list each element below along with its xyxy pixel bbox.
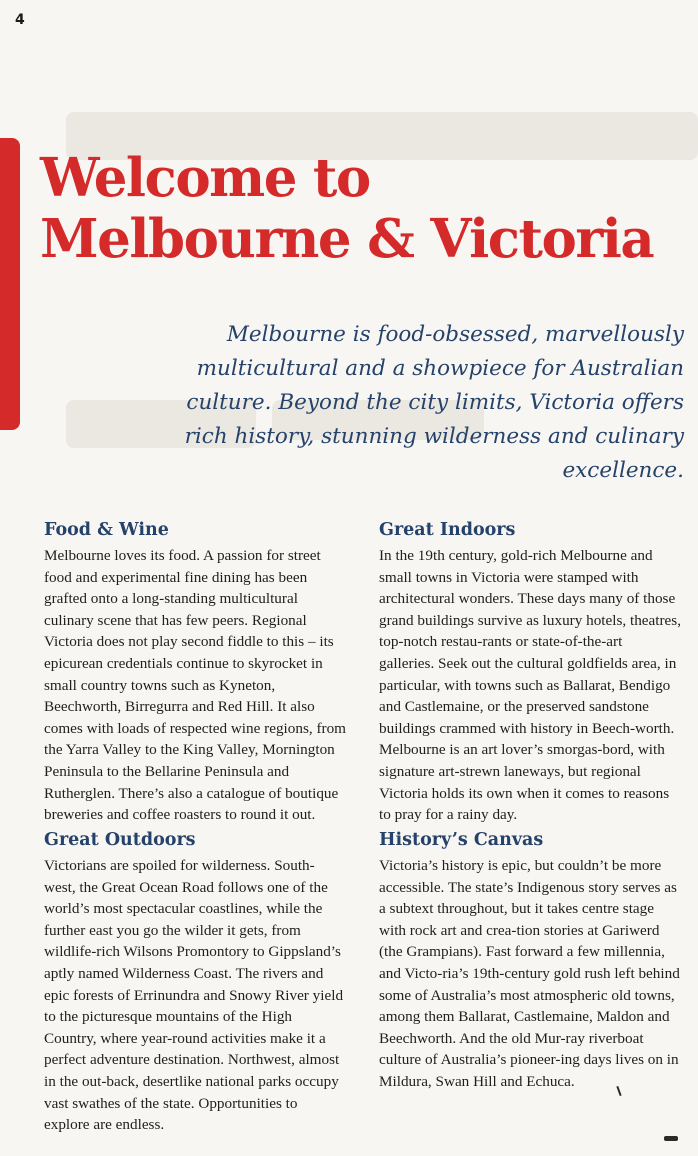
section-heading: History’s Canvas: [379, 830, 544, 850]
section-body: Victoria’s history is epic, but couldn’t be more accessible. The state’s Indigenous story serves as a subtext throughout, but it takes centre stage with rock art and crea-tion stories at Gariwerd (the Grampians). Fast forward a few millennia, and Victo-ria’s 19th-century gold rush left behind some of Australia’s most atmospheric old towns, among them Ballarat, Castlemaine, Maldon and Beechworth. And the old Mur-ray riverboat culture of Australia’s pioneer-ing days lives on in Mildura, Swan Hill and Echuca.: [379, 857, 680, 1090]
section-body: In the 19th century, gold-rich Melbourne and small towns in Victoria were stamped with architectural wonders. These days many of those grand buildings survive as luxury hotels, theatres, top-notch restau-rants or state-of-the-art galleries. Seek out the cultural goldfields area, in particular, with towns such as Ballarat, Bendigo and Castlemaine, or the preserved sandstone buildings crammed with history in Beech-worth. Melbourne is an art lover’s smorgas-bord, with signature art-strewn laneways, but regional Victoria holds its own when it comes to reasons to pray for a rainy day.: [379, 547, 682, 824]
section-great-indoors: [379, 520, 681, 826]
section-body: Melbourne loves its food. A passion for street food and experimental fine dining has been grafted onto a long-standing multicultural culinary scene that has few peers. Regional Victoria does not play second fiddle to this – its epicurean credentials continue to skyrocket in small country towns such as Kyneton, Beechworth, Birregurra and Red Hill. It also comes with loads of respected wine regions, from the Yarra Valley to the King Valley, Mornington Peninsula to the Bellarine Peninsula and Rutherglen. There’s also a catalogue of boutique breweries and coffee roasters to round it out.: [44, 547, 346, 824]
page-number: 4: [15, 12, 25, 28]
intro-paragraph: Melbourne is food-obsessed, marvellously multicultural and a showpiece for Australian culture. Beyond the city limits, Victoria offers rich history, stunning wilderness and culinary excellence.: [184, 322, 684, 483]
title-line-1: Welcome to: [40, 147, 370, 209]
title-line-2: Melbourne & Victoria: [40, 208, 654, 270]
section-heading: Food & Wine: [44, 520, 169, 540]
section-heading: Great Outdoors: [44, 830, 196, 850]
chapter-tab-marker: [0, 138, 20, 430]
page-title: [40, 148, 698, 270]
print-mark: [664, 1136, 678, 1141]
section-food-wine: [44, 520, 346, 826]
section-historys-canvas: [379, 830, 681, 1093]
section-great-outdoors: [44, 830, 346, 1136]
section-body: Victorians are spoiled for wilderness. South-west, the Great Ocean Road follows one of the world’s most spectacular coastlines, while the further east you go the wilder it gets, from wildlife-rich Wilsons Promontory to Gippsland’s aptly named Wilderness Coast. The rivers and epic forests of Errinundra and Snowy River yield to the picturesque mountains of the High Country, where year-round activities make it a perfect adventure destination. Northwest, almost in the out-back, desertlike national parks occupy vast swathes of the state. Opportunities to explore are endless.: [44, 857, 344, 1134]
section-heading: Great Indoors: [379, 520, 516, 540]
